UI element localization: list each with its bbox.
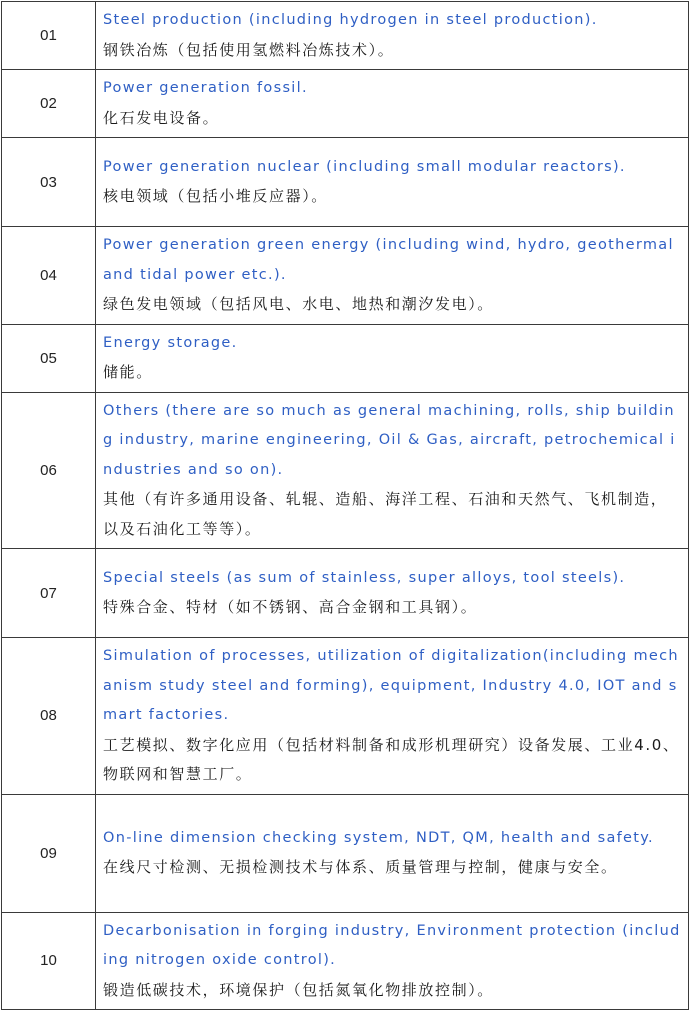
row-number: 07 — [2, 549, 96, 638]
english-text: Simulation of processes, utilization of digitalization(including mechanism study steel and forming), equipment, Industry 4.0, IOT and smart factories. — [103, 648, 679, 723]
english-text: Power generation fossil. — [103, 80, 308, 96]
row-description — [96, 392, 689, 549]
english-text: Others (there are so much as general machining, rolls, ship building industry, marine engineering, Oil & Gas, aircraft, petrochemical industries and so on). — [103, 402, 676, 478]
chinese-text: 工艺模拟、数字化应用（包括材料制备和成形机理研究）设备发展、工业4.0、物联网和智慧工厂。 — [103, 735, 680, 783]
row-number: 09 — [2, 794, 96, 912]
row-description — [96, 912, 689, 1010]
english-text: Special steels (as sum of stainless, super alloys, tool steels). — [103, 569, 626, 586]
row-description — [96, 2, 689, 70]
topics-table — [1, 1, 689, 1010]
row-description — [96, 138, 689, 227]
table-row — [2, 324, 689, 392]
table-row — [2, 638, 689, 795]
chinese-text: 化石发电设备。 — [103, 108, 220, 127]
row-number: 04 — [2, 227, 96, 325]
table-row — [2, 2, 689, 70]
row-description — [96, 638, 689, 795]
chinese-text: 钢铁冶炼（包括使用氢燃料冶炼技术）。 — [103, 40, 395, 59]
row-number: 05 — [2, 324, 96, 392]
chinese-text: 储能。 — [103, 363, 153, 381]
chinese-text: 锻造低碳技术，环境保护（包括氮氧化物排放控制）。 — [103, 980, 494, 999]
chinese-text: 绿色发电领域（包括风电、水电、地热和潮汐发电）。 — [103, 295, 494, 313]
row-description — [96, 227, 689, 325]
row-description — [96, 794, 689, 912]
english-text: On-line dimension checking system, NDT, QM, health and safety. — [103, 829, 654, 846]
row-description — [96, 549, 689, 638]
table-row — [2, 549, 689, 638]
row-number: 02 — [2, 70, 96, 138]
table-row — [2, 227, 689, 325]
row-number: 10 — [2, 912, 96, 1010]
row-number: 06 — [2, 392, 96, 549]
table-row — [2, 138, 689, 227]
row-number: 03 — [2, 138, 96, 227]
english-text: Steel production (including hydrogen in steel production). — [103, 12, 598, 28]
row-description — [96, 324, 689, 392]
topics-table-body — [2, 2, 689, 1010]
chinese-text: 在线尺寸检测、无损检测技术与体系、质量管理与控制，健康与安全。 — [103, 858, 618, 876]
chinese-text: 核电领域（包括小堆反应器）。 — [103, 187, 328, 205]
row-number: 08 — [2, 638, 96, 795]
table-row — [2, 912, 689, 1010]
table-row — [2, 392, 689, 549]
row-number: 01 — [2, 2, 96, 70]
english-text: Decarbonisation in forging industry, Environment protection (including nitrogen oxide control). — [103, 922, 681, 968]
row-description — [96, 70, 689, 138]
table-row — [2, 70, 689, 138]
table-row — [2, 794, 689, 912]
chinese-text: 其他（有许多通用设备、轧辊、造船、海洋工程、石油和天然气、飞机制造，以及石油化工等等）。 — [103, 490, 668, 538]
english-text: Power generation nuclear (including small modular reactors). — [103, 158, 626, 175]
english-text: Energy storage. — [103, 334, 238, 351]
chinese-text: 特殊合金、特材（如不锈钢、高合金钢和工具钢）。 — [103, 598, 478, 616]
english-text: Power generation green energy (including wind, hydro, geothermal and tidal power etc.). — [103, 237, 674, 283]
